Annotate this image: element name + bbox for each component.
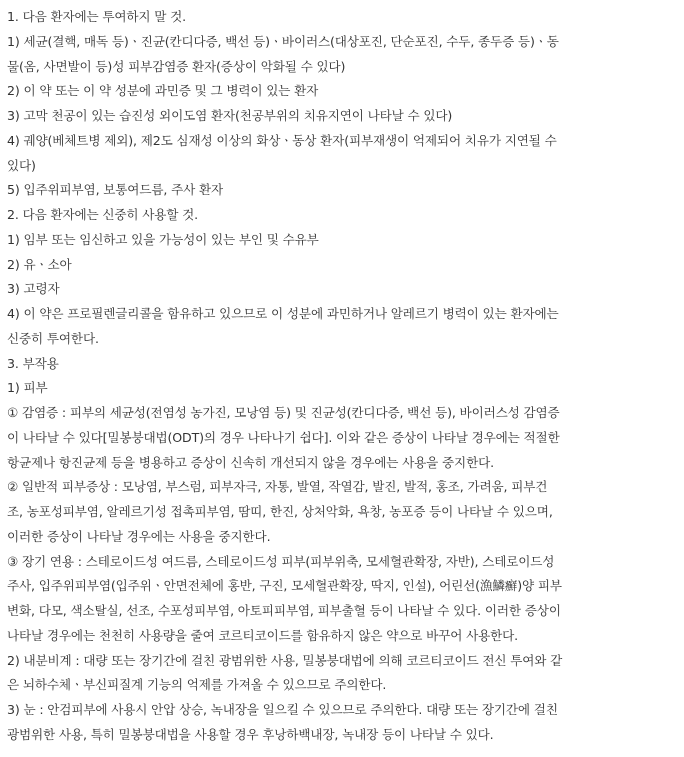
text-line: 5) 입주위피부염, 보통여드름, 주사 환자 [7, 182, 223, 198]
text-line: 신중히 투여한다. [7, 330, 99, 346]
text-line: 이 나타날 수 있다[밀봉붕대법(ODT)의 경우 나타나기 쉽다]. 이와 같은 증상이 나타날 경우에는 적절한 [7, 429, 560, 445]
text-line: 1) 피부 [7, 380, 48, 396]
text-line: ② 일반적 피부증상 : 모낭염, 부스럼, 피부자극, 자통, 발열, 작열감, 발진, 발적, 홍조, 가려움, 피부건 [7, 479, 548, 495]
text-line: 3) 고령자 [7, 281, 60, 297]
text-line: 1) 임부 또는 임신하고 있을 가능성이 있는 부인 및 수유부 [7, 231, 319, 247]
text-line: 3. 부작용 [7, 355, 59, 371]
text-line: 있다) [7, 157, 36, 173]
document-body [7, 5, 679, 748]
text-line: 2) 내분비계 : 대량 또는 장기간에 걸친 광범위한 사용, 밀봉붕대법에 의해 코르티코이드 전신 투여와 같 [7, 652, 563, 668]
text-line: 2) 유ㆍ소아 [7, 256, 72, 272]
text-line: 조, 농포성피부염, 알레르기성 접촉피부염, 땀띠, 한진, 상처악화, 욕창, 농포증 등이 나타날 수 있으며, [7, 504, 553, 519]
text-line: 물(옴, 사면발이 등)성 피부감염증 환자(증상이 악화될 수 있다) [7, 58, 346, 74]
text-line: 나타날 경우에는 천천히 사용량을 줄여 코르티코이드를 함유하지 않은 약으로 바꾸어 사용한다. [7, 627, 518, 643]
text-line: 2. 다음 환자에는 신중히 사용할 것. [7, 207, 199, 222]
text-line: 변화, 다모, 색소탈실, 선조, 수포성피부염, 아토피피부염, 피부출혈 등이 나타날 수 있다. 이러한 증상이 [7, 603, 561, 618]
text-line: ③ 장기 연용 : 스테로이드성 여드름, 스테로이드성 피부(피부위축, 모세혈관확장, 자반), 스테로이드성 [7, 553, 555, 569]
text-line: 3) 눈 : 안검피부에 사용시 안압 상승, 녹내장을 일으킬 수 있으므로 주의한다. 대량 또는 장기간에 걸친 [7, 702, 558, 717]
text-line: 광범위한 사용, 특히 밀봉붕대법을 사용할 경우 후낭하백내장, 녹내장 등이 나타날 수 있다. [7, 726, 494, 742]
text-line: 2) 이 약 또는 이 약 성분에 과민증 및 그 병력이 있는 환자 [7, 83, 319, 99]
text-line: 은 뇌하수체ㆍ부신피질계 기능의 억제를 가져올 수 있으므로 주의한다. [7, 677, 387, 693]
text-line: 4) 이 약은 프로필렌글리콜을 함유하고 있으므로 이 성분에 과민하거나 알레르기 병력이 있는 환자에는 [7, 306, 559, 321]
text-line: 4) 궤양(베체트병 제외), 제2도 심재성 이상의 화상ㆍ동상 환자(피부재생이 억제되어 치유가 지연될 수 [7, 132, 557, 148]
text-line: 주사, 입주위피부염(입주위ㆍ안면전체에 홍반, 구진, 모세혈관확장, 딱지, 인설), 어린선(漁鱗癬)양 피부 [7, 578, 562, 594]
text-line: 1. 다음 환자에는 투여하지 말 것. [7, 9, 187, 24]
text-line: 3) 고막 천공이 있는 습진성 외이도염 환자(천공부위의 치유지연이 나타날 수 있다) [7, 108, 453, 123]
text-line: 항균제나 항진균제 등을 병용하고 증상이 신속히 개선되지 않을 경우에는 사용을 중지한다. [7, 454, 494, 470]
text-line: 이러한 증상이 나타날 경우에는 사용을 중지한다. [7, 528, 271, 544]
text-line: 1) 세균(결핵, 매독 등)ㆍ진균(칸디다증, 백선 등)ㆍ바이러스(대상포진, 단순포진, 수두, 종두증 등)ㆍ동 [7, 33, 559, 49]
text-line: ① 감염증 : 피부의 세균성(전염성 농가진, 모낭염 등) 및 진균성(칸디다증, 백선 등), 바이러스성 감염증 [7, 405, 560, 420]
